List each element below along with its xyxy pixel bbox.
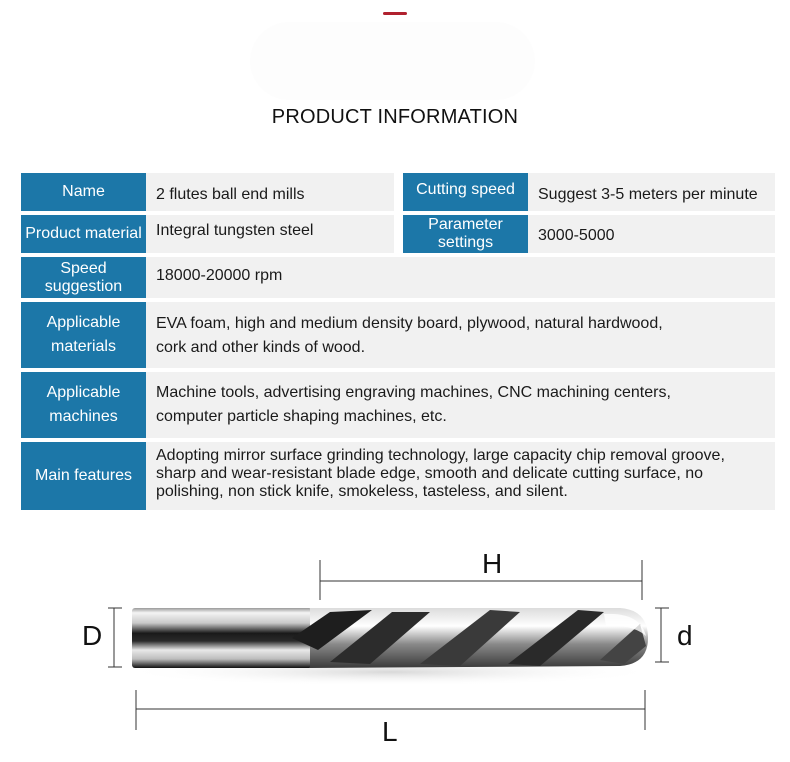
label-name: Name <box>21 173 146 211</box>
value-name: 2 flutes ball end mills <box>146 173 394 211</box>
value-main-features: Adopting mirror surface grinding technology, large capacity chip removal groove, sharp and wear-resistant blade edge, smooth and delicate cutting surface, no polishing, non stick knife, smokeless, tasteless, and silent. <box>146 442 775 510</box>
value-product-material: Integral tungsten steel <box>146 215 394 253</box>
dimension-label-overall-length: L <box>382 716 398 747</box>
dimension-label-cutting-diameter: d <box>677 620 693 651</box>
title-backdrop <box>250 22 535 100</box>
label-cutting-speed: Cutting speed <box>403 173 528 211</box>
label-product-material: Product material <box>21 215 146 253</box>
accent-bar <box>383 12 407 15</box>
label-applicable-materials: Applicable materials <box>21 302 146 368</box>
dimension-label-shank-diameter: D <box>82 620 103 651</box>
value-cutting-speed: Suggest 3-5 meters per minute <box>528 173 775 211</box>
label-speed-suggestion: Speed suggestion <box>21 257 146 298</box>
dimension-label-flute-length: H <box>482 548 503 579</box>
label-applicable-machines: Applicable machines <box>21 372 146 438</box>
page-title: PRODUCT INFORMATION <box>271 106 519 128</box>
label-main-features: Main features <box>21 442 146 510</box>
value-applicable-materials: EVA foam, high and medium density board, plywood, natural hardwood, cork and other kinds of wood. <box>146 302 775 368</box>
label-parameter-settings: Parameter settings <box>403 215 528 253</box>
value-parameter-settings: 3000-5000 <box>528 215 775 253</box>
value-applicable-machines: Machine tools, advertising engraving machines, CNC machining centers, computer particle shaping machines, etc. <box>146 372 775 438</box>
value-speed-suggestion: 18000-20000 rpm <box>146 257 775 298</box>
end-mill-diagram <box>0 540 790 762</box>
